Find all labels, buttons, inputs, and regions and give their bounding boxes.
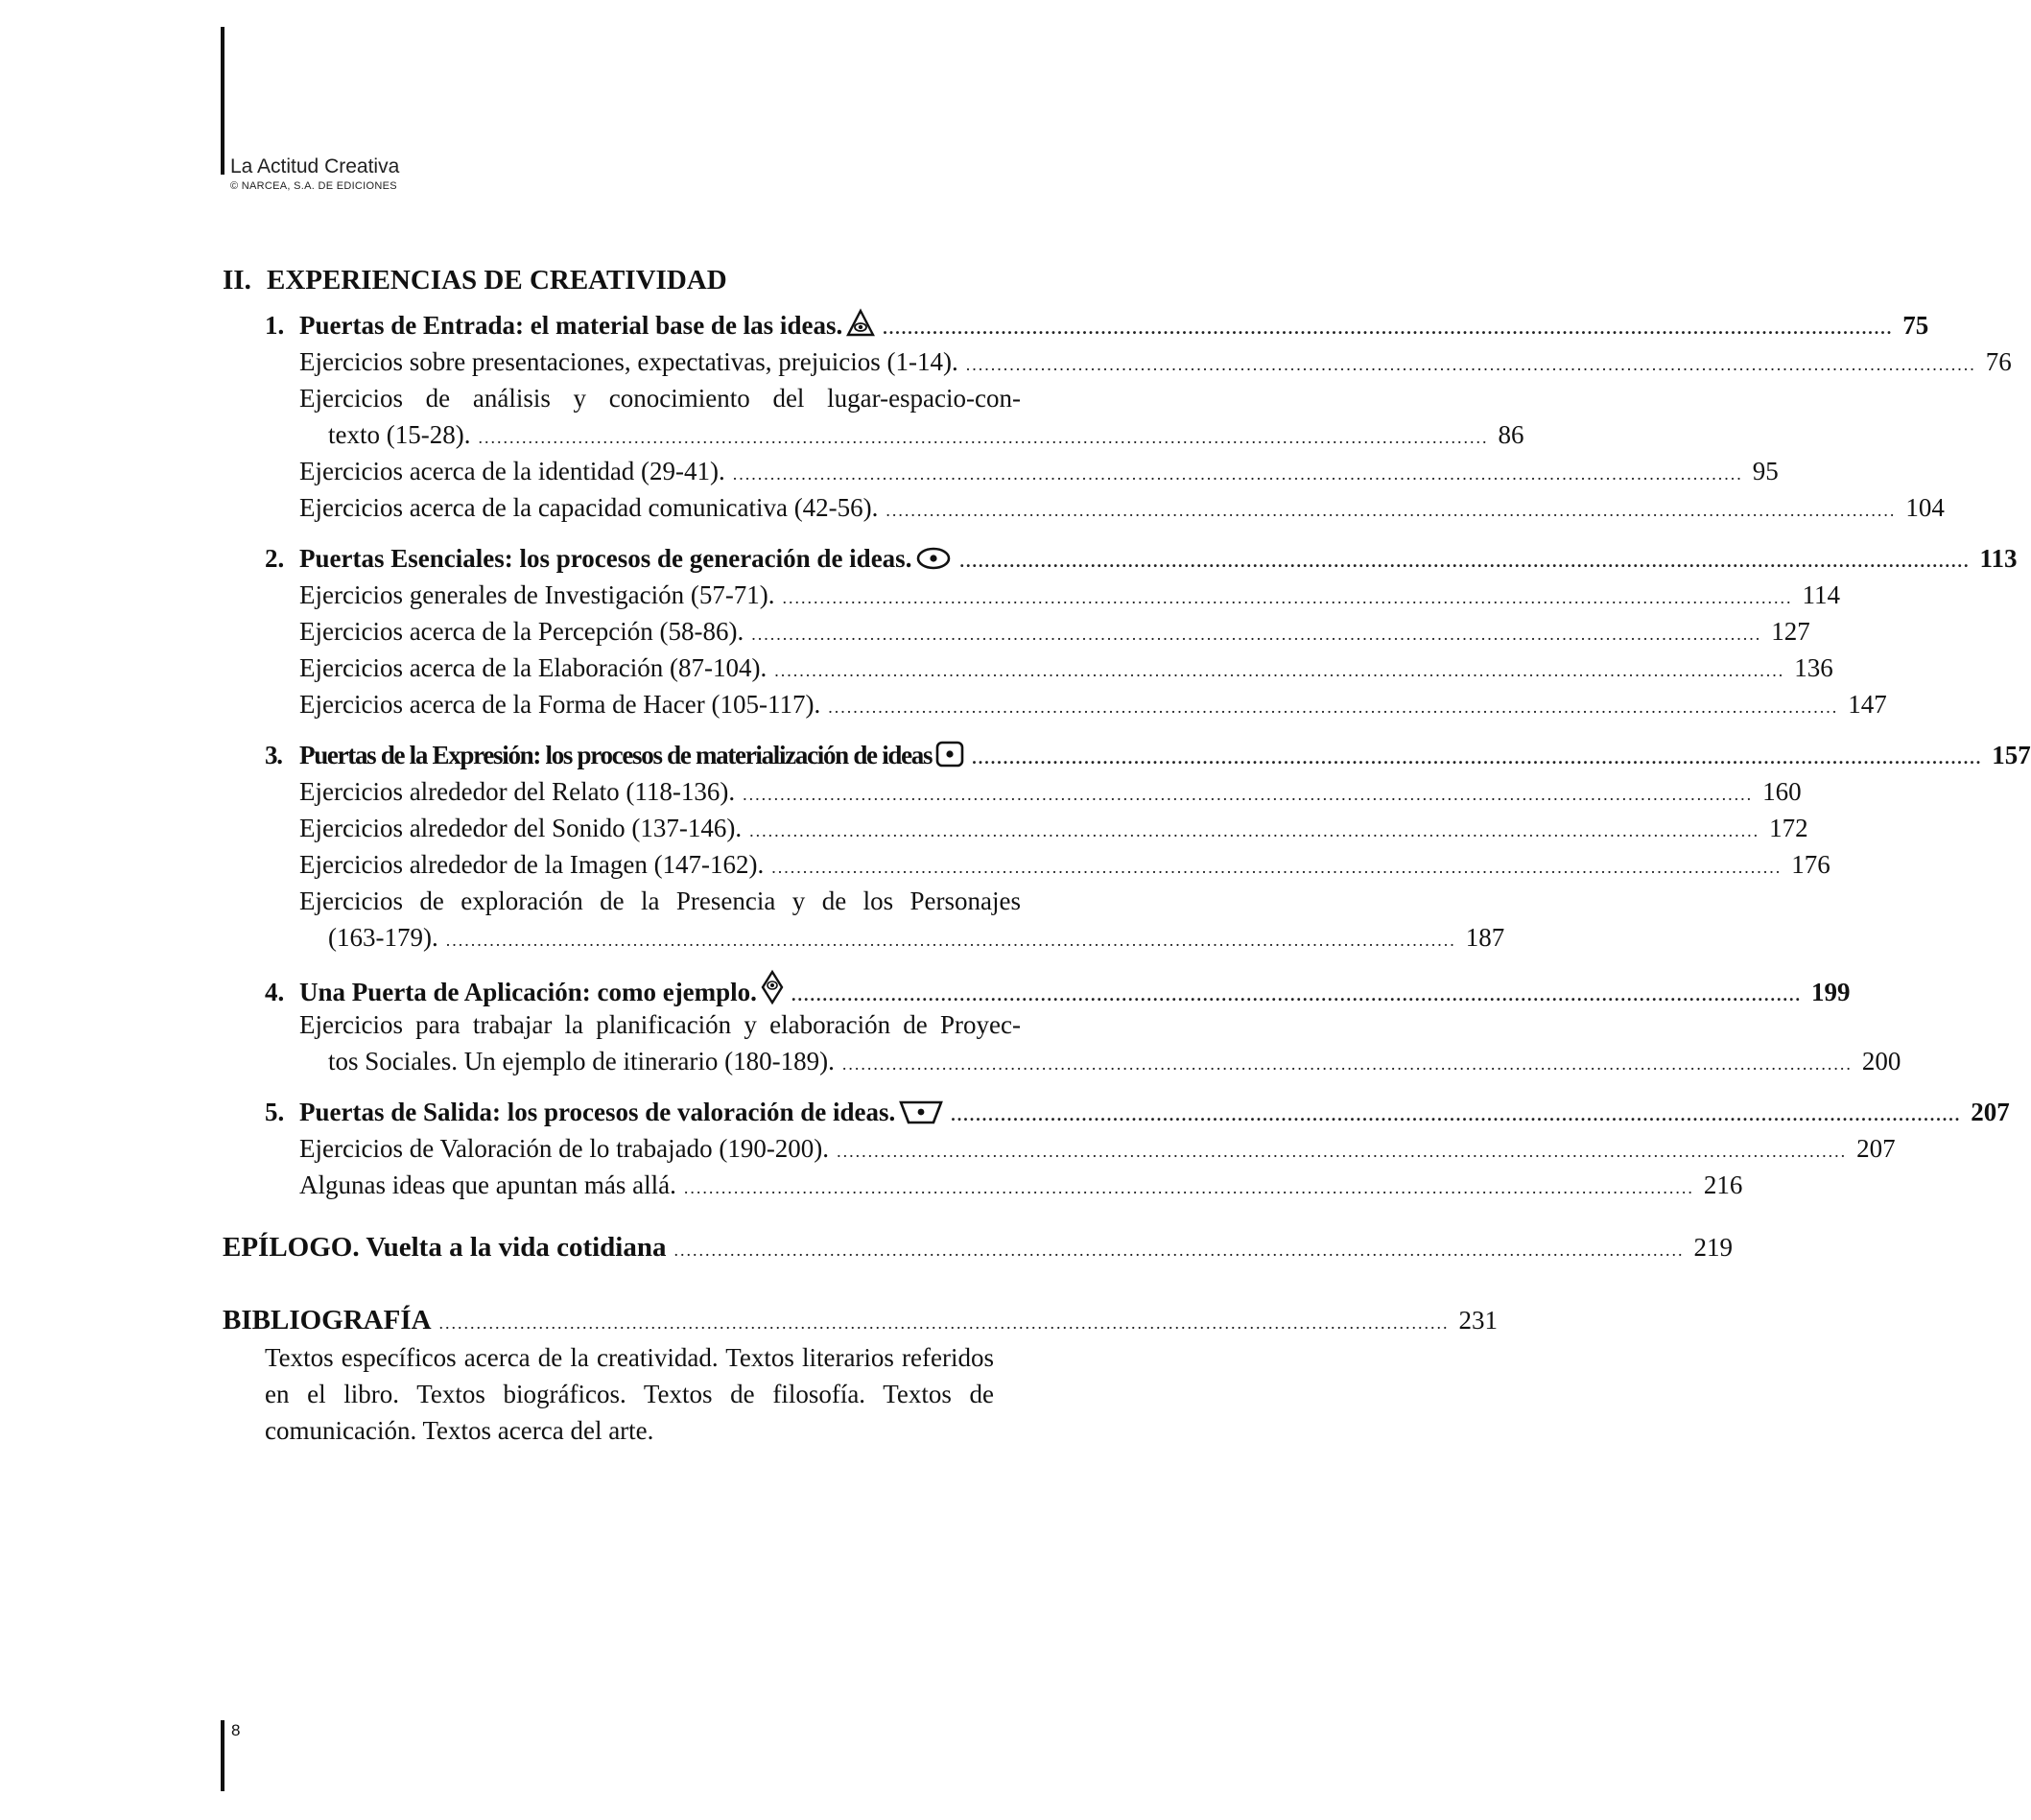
dot-leader: ..................................................................................................................................................................	[841, 1054, 1853, 1074]
exercise-title: Ejercicios sobre presentaciones, expectativas, prejuicios (1-14).	[299, 347, 958, 376]
dot-leader: ..................................................................................................................................................................	[478, 428, 1489, 447]
page-ref: 147	[1848, 690, 1887, 719]
page-ref: 176	[1791, 850, 1830, 879]
exercise-title: Ejercicios acerca de la identidad (29-41).	[299, 457, 725, 485]
page-ref: 207	[1971, 1098, 2010, 1126]
triangle-eye-icon	[846, 309, 875, 347]
exercise-entry[interactable]	[223, 1006, 1901, 1079]
page-ref: 157	[1992, 741, 2031, 769]
exercise-title: Ejercicios acerca de la Elaboración (87-104).	[299, 653, 768, 682]
dot-leader: ..................................................................................................................................................................	[732, 464, 1743, 484]
exercise-title: Ejercicios alrededor del Sonido (137-146).	[299, 814, 743, 842]
toc-section-2	[223, 540, 2018, 722]
section-title: Una Puerta de Aplicación: como ejemplo.	[299, 978, 757, 1006]
exercise-title: Ejercicios generales de Investigación (57-71).	[299, 580, 775, 609]
section-title: Puertas de la Expresión: los procesos de materialización de ideas	[299, 741, 933, 769]
dot-leader: ..................................................................................................................................................................	[837, 1142, 1848, 1161]
exercise-entry[interactable]	[223, 686, 1887, 722]
exercise-title: Algunas ideas que apuntan más allá.	[299, 1170, 676, 1199]
part-title: EXPERIENCIAS DE CREATIVIDAD	[267, 265, 727, 295]
exercise-entry[interactable]	[223, 773, 1802, 810]
dot-leader: ..................................................................................................................................................................	[959, 552, 1971, 571]
dot-leader: ..................................................................................................................................................................	[883, 319, 1894, 338]
toc-epilogue[interactable]	[223, 1228, 1733, 1266]
exercise-entry[interactable]	[223, 650, 1833, 686]
exercise-title-cont: (163-179).	[328, 923, 438, 952]
exercise-title-line: Ejercicios de exploración de la Presencia y de los Personajes	[299, 886, 1021, 915]
header-rule	[221, 27, 224, 175]
toc-section-3	[223, 737, 2031, 956]
page-ref: 76	[1985, 347, 2012, 376]
section-number: 5.	[265, 1098, 285, 1126]
page-number: 8	[231, 1721, 241, 1739]
page-ref: 160	[1762, 777, 1802, 806]
exercise-title: Ejercicios acerca de la capacidad comunicativa (42-56).	[299, 493, 879, 522]
exercise-title-line: Ejercicios de análisis y conocimiento del lugar-espacio-con-	[299, 384, 1021, 413]
footer-rule	[221, 1720, 224, 1791]
exercise-title: Ejercicios alrededor de la Imagen (147-162).	[299, 850, 765, 879]
section-number: 3.	[265, 741, 282, 769]
exercise-entry[interactable]	[223, 613, 1810, 650]
section-number: 2.	[265, 544, 285, 573]
page-ref: 114	[1802, 580, 1841, 609]
inverted-trapezoid-eye-icon	[899, 1098, 943, 1134]
bibliography-description: Textos específicos acerca de la creatividad. Textos literarios referidos en el libro. Textos biográficos. Textos de filosofía. Textos de comunicación. Textos acerca del arte.	[265, 1343, 994, 1445]
copyright-notice: © NARCEA, S.A. DE EDICIONES	[230, 180, 397, 192]
page-ref: 136	[1794, 653, 1833, 682]
section-title-row[interactable]	[223, 540, 2018, 577]
exercise-entry[interactable]	[223, 453, 1779, 489]
exercise-entry[interactable]	[223, 883, 1505, 956]
dot-leader: ..................................................................................................................................................................	[683, 1178, 1694, 1197]
exercise-entry[interactable]	[223, 489, 1945, 526]
square-eye-icon	[935, 741, 964, 777]
exercise-entry[interactable]	[223, 1130, 1896, 1167]
dot-leader: ..................................................................................................................................................................	[743, 785, 1754, 804]
epilogue-title: EPÍLOGO. Vuelta a la vida cotidiana	[223, 1232, 667, 1263]
exercise-title-line: Ejercicios para trabajar la planificación y elaboración de Proyec-	[299, 1010, 1021, 1039]
toc-section-4	[223, 970, 1901, 1079]
table-of-contents	[223, 261, 2031, 1449]
exercise-entry[interactable]	[223, 577, 1841, 613]
page-ref: 216	[1703, 1170, 1743, 1199]
dot-leader: ..................................................................................................................................................................	[965, 355, 1976, 374]
section-title: Puertas de Entrada: el material base de las ideas.	[299, 311, 843, 340]
section-title-row[interactable]	[223, 970, 1851, 1006]
dot-leader: ..................................................................................................................................................................	[782, 588, 1793, 607]
page-ref: 200	[1861, 1047, 1901, 1075]
exercise-title: Ejercicios acerca de la Forma de Hacer (105-117).	[299, 690, 821, 719]
dot-leader: ..................................................................................................................................................................	[445, 931, 1456, 950]
page-ref: 172	[1769, 814, 1808, 842]
dot-leader: ..................................................................................................................................................................	[951, 1105, 1962, 1124]
page-ref: 86	[1498, 420, 1524, 449]
section-title: Puertas de Salida: los procesos de valoración de ideas.	[299, 1098, 896, 1126]
page-ref: 207	[1856, 1134, 1896, 1163]
dot-leader: ..................................................................................................................................................................	[774, 661, 1785, 680]
dot-leader: ..................................................................................................................................................................	[828, 697, 1839, 717]
page-ref: 113	[1979, 544, 2018, 573]
page-ref: 127	[1771, 617, 1810, 646]
part-number: II.	[223, 265, 251, 295]
exercise-entry[interactable]	[223, 810, 1808, 846]
toc-bibliography[interactable]	[223, 1301, 1499, 1339]
dot-leader: ..................................................................................................................................................................	[972, 748, 1983, 768]
eye-icon	[915, 544, 952, 580]
exercise-title: Ejercicios acerca de la Percepción (58-86).	[299, 617, 744, 646]
dot-leader: ..................................................................................................................................................................	[751, 625, 1762, 644]
page-ref: 199	[1810, 978, 1851, 1006]
section-title: Puertas Esenciales: los procesos de generación de ideas.	[299, 544, 912, 573]
section-number: 1.	[265, 311, 285, 340]
exercise-entry[interactable]	[223, 846, 1830, 883]
dot-leader: ..................................................................................................................................................................	[438, 1313, 1450, 1333]
dot-leader: ..................................................................................................................................................................	[673, 1241, 1685, 1260]
dot-leader: ..................................................................................................................................................................	[886, 501, 1897, 520]
bibliography-title: BIBLIOGRAFÍA	[223, 1305, 432, 1335]
page-ref: 104	[1905, 493, 1945, 522]
exercise-entry[interactable]	[223, 343, 2012, 380]
exercise-entry[interactable]	[223, 380, 1524, 453]
page-ref: 231	[1458, 1306, 1499, 1335]
part-heading	[223, 261, 1098, 299]
exercise-title-cont: texto (15-28).	[328, 420, 471, 449]
dot-leader: ..................................................................................................................................................................	[791, 985, 1802, 1005]
section-number: 4.	[265, 978, 285, 1006]
page-ref: 75	[1902, 311, 1929, 340]
dot-leader: ..................................................................................................................................................................	[749, 821, 1760, 840]
exercise-title: Ejercicios de Valoración de lo trabajado (190-200).	[299, 1134, 830, 1163]
dot-leader: ..................................................................................................................................................................	[771, 858, 1783, 877]
section-title-row[interactable]	[223, 737, 2031, 773]
page-ref: 187	[1465, 923, 1505, 952]
page-ref: 95	[1752, 457, 1779, 485]
section-title-row[interactable]	[223, 1094, 2010, 1130]
exercise-title: Ejercicios alrededor del Relato (118-136).	[299, 777, 736, 806]
page-ref: 219	[1693, 1233, 1733, 1262]
running-title: La Actitud Creativa	[230, 155, 400, 177]
toc-section-5	[223, 1094, 2010, 1203]
exercise-title-cont: tos Sociales. Un ejemplo de itinerario (180-189).	[328, 1047, 835, 1075]
toc-section-1	[223, 307, 2012, 526]
exercise-entry[interactable]	[223, 1167, 1743, 1203]
section-title-row[interactable]	[223, 307, 1929, 343]
